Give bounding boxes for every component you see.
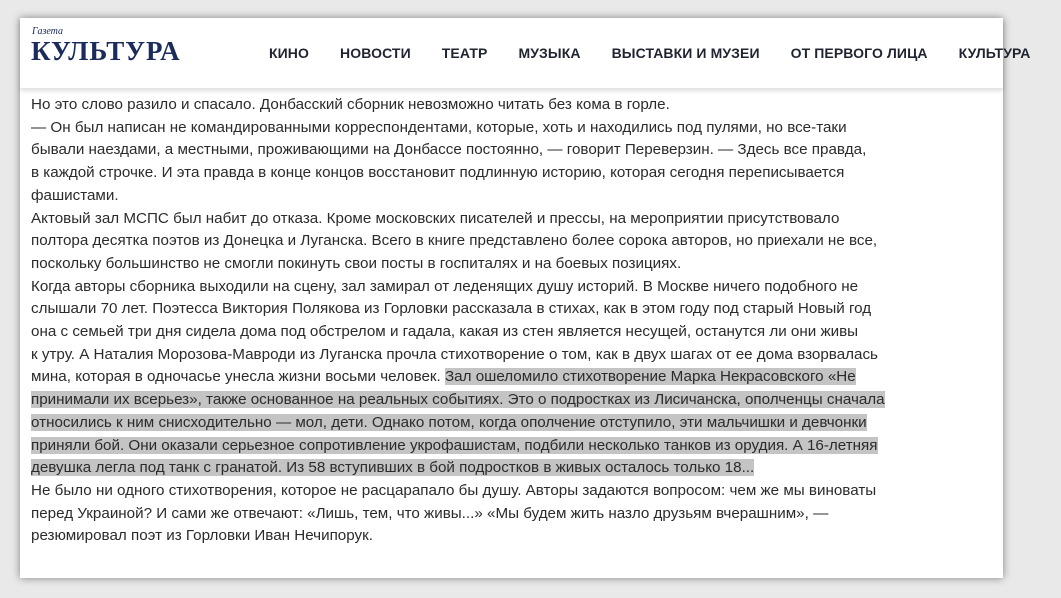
article-line: слышали 70 лет. Поэтесса Виктория Полякова из Горловки рассказала в стихах, как в этом году под старый Новый год <box>31 300 872 318</box>
article-line: бывали наездами, а местными, проживающими на Донбассе постоянно, — говорит Переверзин. — Здесь все правда, <box>31 141 867 159</box>
paragraph-4 <box>31 276 991 480</box>
nav-item-news[interactable]: НОВОСТИ <box>340 45 411 61</box>
nav-item-theatre[interactable]: ТЕАТР <box>441 45 488 61</box>
logo-subtitle: Газета <box>32 26 63 37</box>
selected-text[interactable]: принимали их всерьез», также основанное на реальных событиях. Это о подростках из Лисичанска, ополченцы сначала <box>31 391 885 409</box>
main-nav <box>269 45 1061 61</box>
nav-item-first-person[interactable]: ОТ ПЕРВОГО ЛИЦА <box>790 45 928 61</box>
article-line: в каждой строчке. И эта правда в конце концов восстановит подлинную историю, которая сегодня переписывается <box>31 164 845 182</box>
article-line <box>31 435 991 458</box>
article-line <box>31 457 991 480</box>
article-line <box>31 366 991 389</box>
logo-title: КУЛЬТУРА <box>31 36 181 66</box>
article-line: Не было ни одного стихотворения, которое не расцарапало бы душу. Авторы задаются вопросом: чем же мы виноваты <box>31 481 877 499</box>
nav-item-cinema[interactable]: КИНО <box>269 45 310 61</box>
site-logo[interactable] <box>31 27 181 65</box>
article-line: Но это слово разило и спасало. Донбасский сборник невозможно читать без кома в горле. <box>31 96 670 113</box>
site-header <box>20 18 1031 88</box>
paragraph-2 <box>31 117 991 208</box>
article-line <box>31 412 991 435</box>
article-line: она с семьей три дня сидела дома под обстрелом и гадала, какая из стен является несущей, останутся ли они живы <box>31 323 859 341</box>
article-line: фашистами. <box>31 186 119 204</box>
article-line: Когда авторы сборника выходили на сцену, зал замирал от леденящих душу историй. В Москве ничего подобного не <box>31 277 859 295</box>
selected-text[interactable]: девушка легла под танк с гранатой. Из 58 вступивших в бой подростков в живых осталось только 18... <box>31 459 755 477</box>
article-line: полтора десятка поэтов из Донецка и Луганска. Всего в книге представлено более сорока авторов, но приехали не все, <box>31 232 878 250</box>
paragraph-1 <box>31 94 991 117</box>
article-line: поскольку большинство не смогли покинуть свои посты в госпиталях и на боевых позициях. <box>31 254 682 272</box>
article-text: мина, которая в одночасье унесла жизни восьми человек. <box>31 368 445 386</box>
nav-item-music[interactable]: МУЗЫКА <box>518 45 581 61</box>
article-line: — Он был написан не командированными корреспондентами, которые, хоть и находились под пулями, но все-таки <box>31 118 847 136</box>
paragraph-5 <box>31 480 991 548</box>
nav-item-exhibitions[interactable]: ВЫСТАВКИ И МУЗЕИ <box>611 45 760 61</box>
nav-item-culture[interactable]: КУЛЬТУРА <box>958 45 1031 61</box>
article-line: к утру. А Наталия Морозова-Мавроди из Луганска прочла стихотворение о том, как в двух шагах от ее дома взорвалась <box>31 345 878 363</box>
selected-text[interactable]: Зал ошеломило стихотворение Марка Некрасовского «Не <box>445 368 856 386</box>
article-line: резюмировал поэт из Горловки Иван Нечипорук. <box>31 527 373 545</box>
article-line: перед Украиной? И сами же отвечают: «Лишь, тем, что живы...» «Мы будем жить назло друзьям вчерашним», — <box>31 504 829 522</box>
selected-text[interactable]: приняли бой. Они оказали серьезное сопротивление укрофашистам, подбили несколько танков из орудия. А 16-летняя <box>31 436 878 454</box>
article-line <box>31 389 991 412</box>
article-body <box>31 94 991 548</box>
article-line: Актовый зал МСПС был набит до отказа. Кроме московских писателей и прессы, на мероприятии присутствовало <box>31 209 840 227</box>
paragraph-3 <box>31 208 991 276</box>
selected-text[interactable]: относились к ним снисходительно — мол, дети. Однако потом, когда ополчение отступило, эти мальчишки и девчонки <box>31 413 867 431</box>
browser-viewport <box>20 18 1031 578</box>
